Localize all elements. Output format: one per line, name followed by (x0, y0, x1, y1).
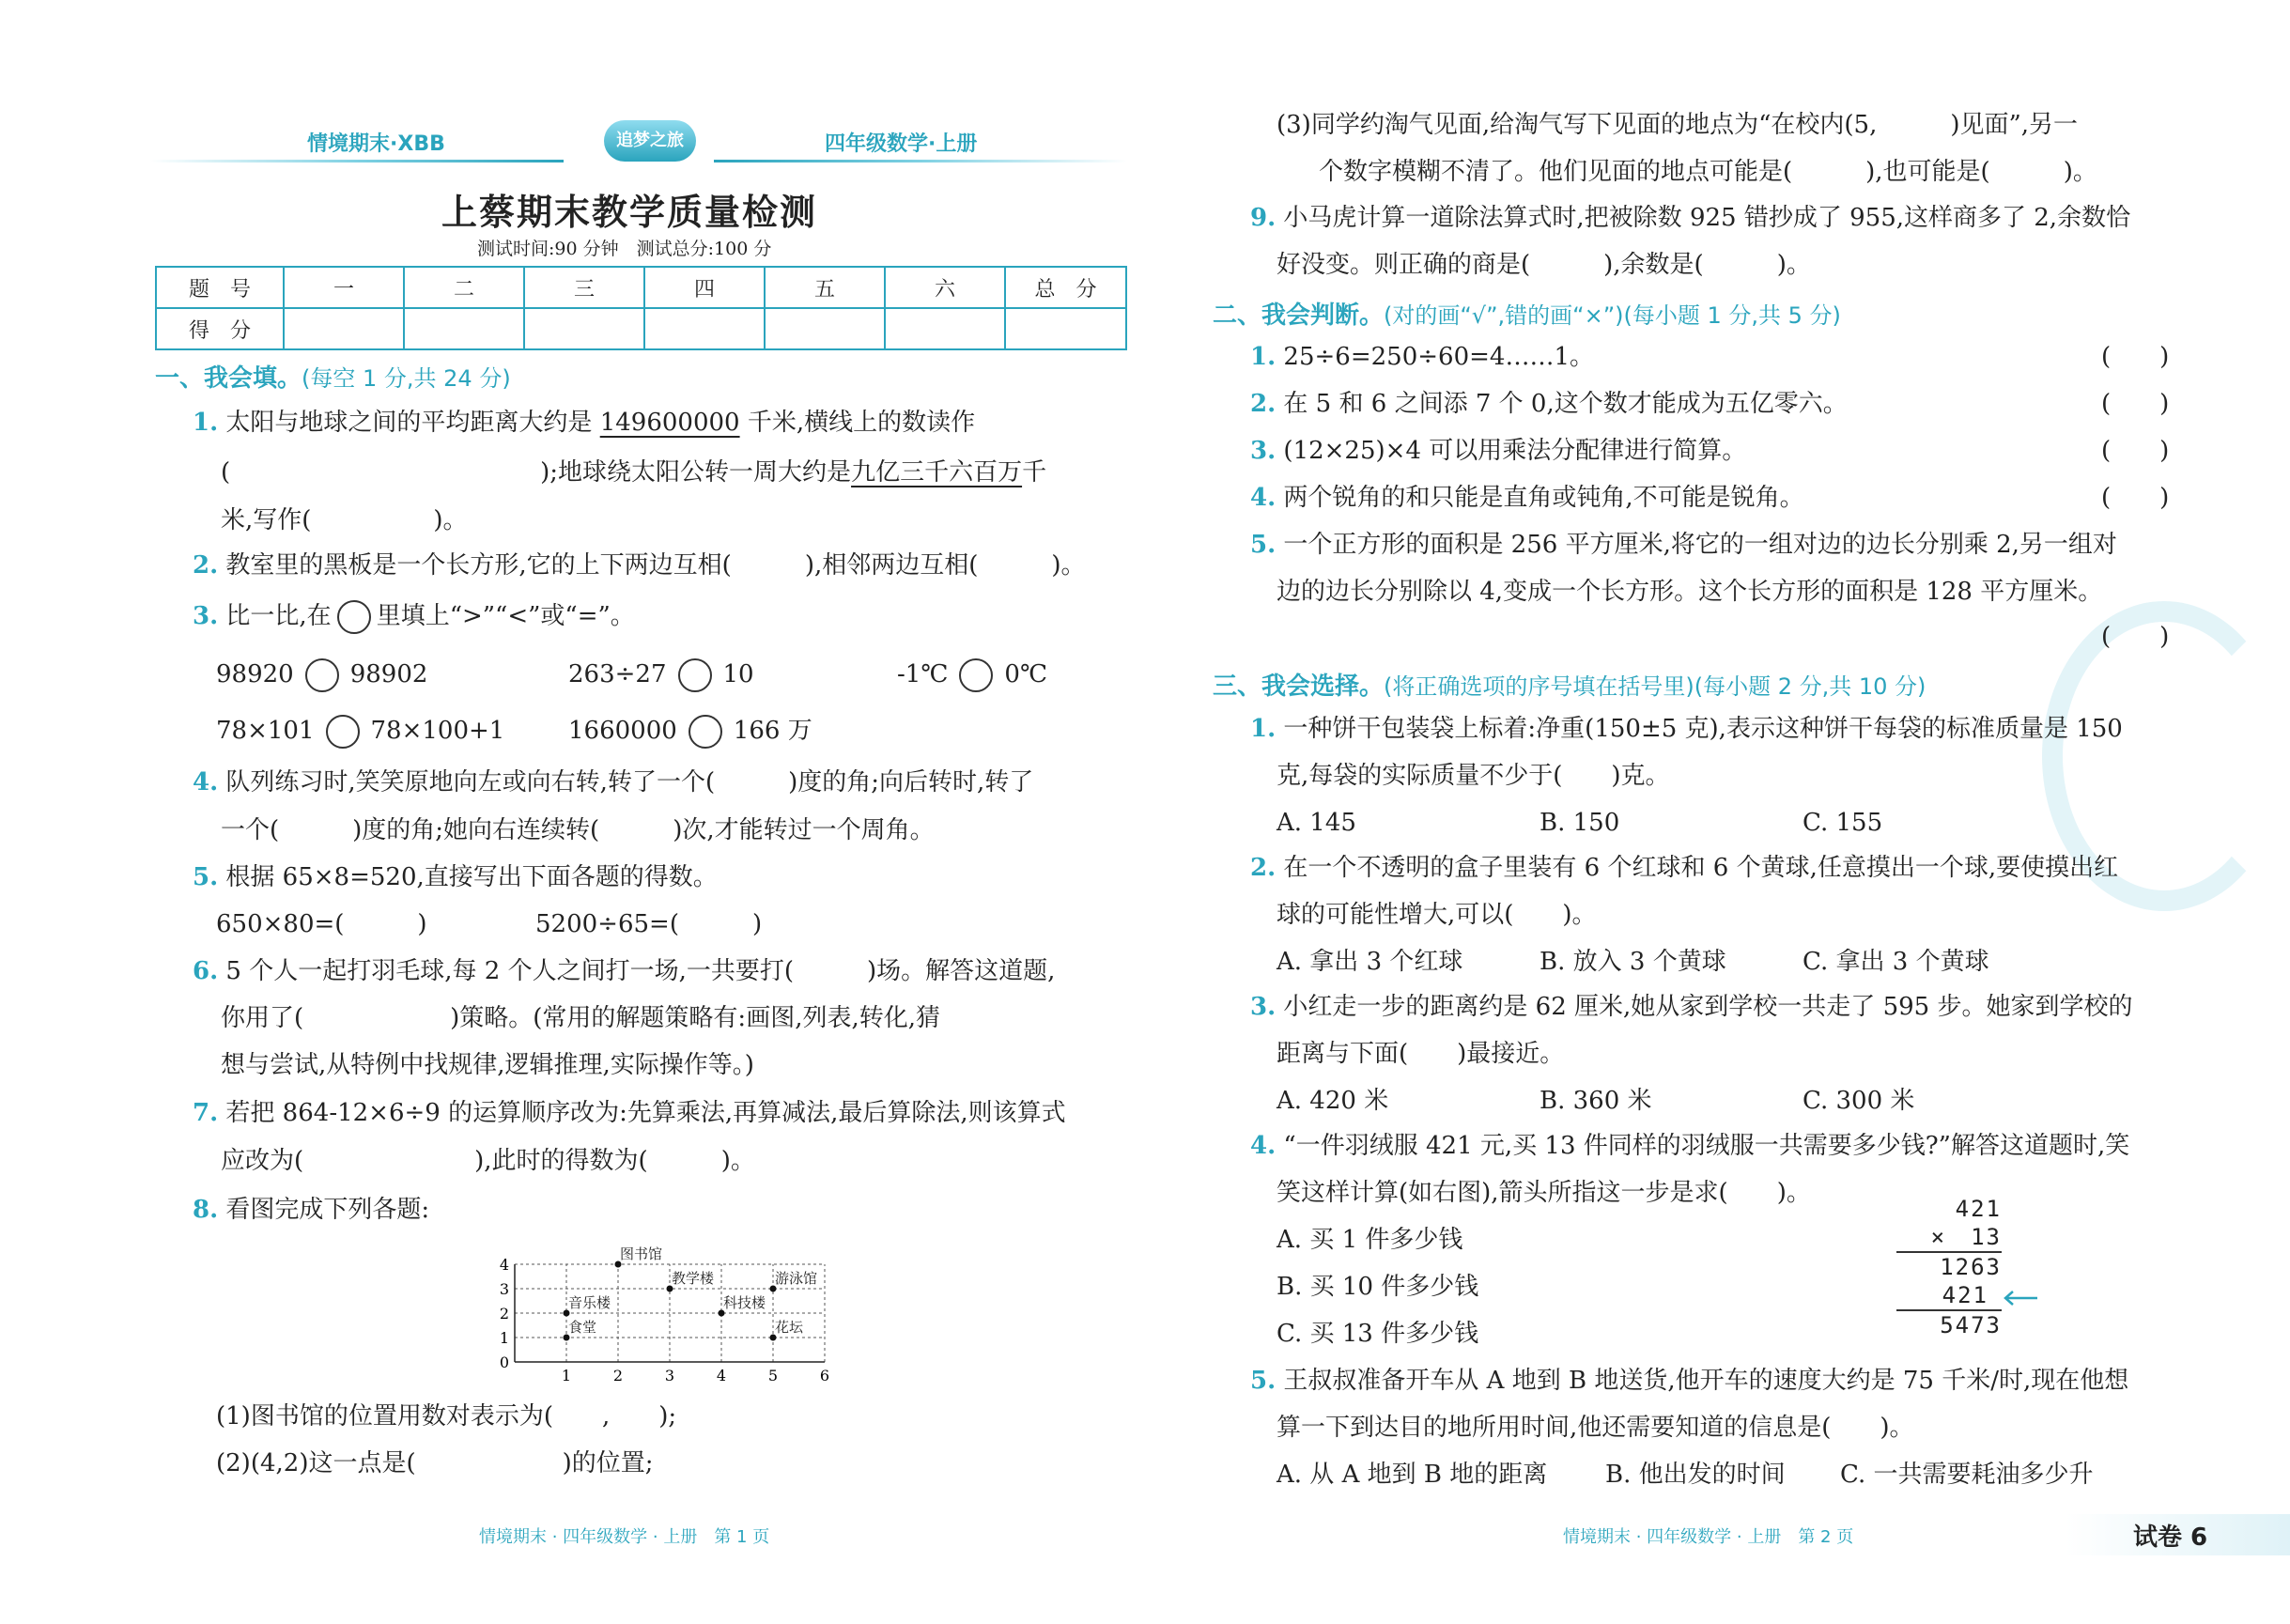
compare-right: 166 万 (733, 717, 812, 745)
compare-left: -1℃ (897, 660, 949, 688)
q1-underlined-words: 九亿三千六百万 (851, 458, 1023, 487)
header-left-bar (150, 160, 564, 162)
judge-text: 一个正方形的面积是 256 平方厘米,将它的一组对边的边长分别乘 2,另一组对 (1283, 531, 2117, 559)
section-note: (每空 1 分,共 24 分) (302, 365, 511, 392)
section1-heading (155, 359, 511, 394)
comparison-circle[interactable] (326, 715, 360, 749)
choice-text: 一种饼干包装袋上标着:净重(150±5 克),表示这种饼干每袋的标准质量是 150 (1283, 715, 2123, 743)
question-number: 8. (193, 1196, 219, 1224)
score-input-cell[interactable] (765, 308, 885, 349)
choice-q5-line2: 算一下到达目的地所用时间,他还需要知道的信息是( )。 (1277, 1414, 1914, 1442)
x-tick-label: 6 (819, 1367, 830, 1384)
question-number: 4. (1250, 484, 1277, 512)
q8-sub3-line1: (3)同学约淘气见面,给淘气写下见面的地点为“在校内(5, )见面”,另一 (1277, 111, 2079, 139)
q5-a: 650×80=( ) (216, 910, 427, 938)
calc-row: 421 (1955, 1196, 2002, 1222)
section-note: (对的画“√”,错的画“×”)(每小题 1 分,共 5 分) (1384, 302, 1841, 329)
choice-q1-options (1277, 806, 1882, 840)
q2-text: 教室里的黑板是一个长方形,它的上下两边互相( ),相邻两边互相( )。 (225, 551, 1086, 580)
question-number: 6. (193, 957, 219, 985)
option-b[interactable]: B. 他出发的时间 (1605, 1461, 1786, 1489)
option-c[interactable]: C. 一共需要耗油多少升 (1840, 1461, 2094, 1489)
comparison-circle[interactable] (689, 715, 722, 749)
option-c[interactable]: C. 拿出 3 个黄球 (1803, 948, 1989, 976)
question-number: 3. (1250, 993, 1277, 1021)
page-subtitle: 测试时间:90 分钟 测试总分:100 分 (477, 239, 772, 259)
x-tick-label: 2 (612, 1367, 624, 1384)
option-a[interactable]: A. 从 A 地到 B 地的距离 (1277, 1461, 1548, 1489)
judge-text: 在 5 和 6 之间添 7 个 0,这个数才能成为五亿零六。 (1283, 390, 1848, 418)
choice-q5-line1 (1250, 1364, 2128, 1398)
option-b[interactable]: B. 360 米 (1540, 1087, 1652, 1115)
score-cell: 题 号 (156, 267, 284, 308)
choice-q5-options (1277, 1458, 2094, 1492)
q3-text: 里填上“>”“<”或“=”。 (376, 602, 635, 630)
q1-line1 (193, 406, 975, 440)
q3-compare-1 (216, 657, 427, 692)
x-tick-label: 4 (716, 1367, 727, 1384)
q9-line2: 好没变。则正确的商是( ),余数是( )。 (1277, 251, 1811, 279)
q1-text: 千 (1022, 458, 1047, 487)
map-point-label: 音乐楼 (568, 1294, 611, 1311)
judge-item-3 (1250, 434, 1746, 468)
q7-line2: 应改为( ),此时的得数为( )。 (221, 1147, 755, 1175)
question-number: 2. (193, 551, 219, 580)
option-a[interactable]: A. 145 (1277, 809, 1356, 837)
x-tick-label: 1 (561, 1367, 572, 1384)
x-tick-label: 3 (664, 1367, 675, 1384)
option-b[interactable]: B. 放入 3 个黄球 (1540, 948, 1726, 976)
page-title: 上蔡期末教学质量检测 (441, 192, 818, 233)
judge-text: (12×25)×4 可以用乘法分配律进行简算。 (1283, 437, 1747, 465)
score-cell: 五 (765, 267, 885, 308)
question-number: 7. (193, 1099, 219, 1127)
compare-left: 78×101 (216, 717, 315, 745)
y-tick-label: 4 (499, 1256, 509, 1274)
score-cell: 六 (885, 267, 1005, 308)
question-number: 2. (1250, 854, 1277, 882)
vertical-multiplication (1896, 1195, 2002, 1339)
q8-sub3-line2: 个数字模糊不清了。他们见面的地点可能是( ),也可能是( )。 (1319, 158, 2097, 186)
calc-row: × 13 (1896, 1223, 2002, 1253)
section-title: 二、我会判断。 (1213, 302, 1385, 330)
choice-text: 王叔叔准备开车从 A 地到 B 地送货,他开车的速度大约是 75 千米/时,现在他想 (1283, 1367, 2129, 1395)
judge-item-2 (1250, 387, 1848, 421)
choice-text: “一件羽绒服 421 元,买 13 件同样的羽绒服一共需要多少钱?”解答这道题时,笑 (1283, 1132, 2130, 1160)
score-table-header-row (156, 267, 1126, 308)
question-number: 3. (1250, 437, 1277, 465)
q8-sub1: (1)图书馆的位置用数对表示为( , ); (216, 1402, 677, 1431)
footer-right: 情境期末 · 四年级数学 · 上册 第 2 页 (1563, 1527, 1854, 1547)
option-c[interactable]: C. 300 米 (1803, 1087, 1915, 1115)
compare-right: 98902 (349, 660, 428, 688)
judge-text: 两个锐角的和只能是直角或钝角,不可能是锐角。 (1283, 484, 1804, 512)
y-tick-label: 3 (499, 1280, 509, 1298)
q3-compare-2 (568, 657, 754, 692)
score-cell: 四 (644, 267, 765, 308)
judge-bracket[interactable]: ( ) (2101, 390, 2170, 418)
logo-badge (604, 120, 696, 162)
q8-sub2: (2)(4,2)这一点是( )的位置; (216, 1449, 654, 1477)
choice-q4-line2: 笑这样计算(如右图),箭头所指这一步是求( )。 (1277, 1179, 1811, 1207)
calc-row: 421 (1896, 1281, 2002, 1311)
score-cell: 三 (524, 267, 644, 308)
header-right-bar (714, 160, 1127, 162)
calc-row: 1263 (1940, 1254, 2002, 1280)
option-b[interactable]: B. 150 (1540, 809, 1620, 837)
score-cell: 一 (284, 267, 404, 308)
y-tick-label: 2 (499, 1305, 509, 1322)
compare-right: 0℃ (1004, 660, 1048, 688)
comparison-circle[interactable] (959, 658, 993, 692)
choice-text: 小红走一步的距离约是 62 厘米,她从家到学校一共走了 595 步。她家到学校的 (1283, 993, 2133, 1021)
choice-q2-options (1277, 945, 1989, 979)
section-title: 三、我会选择。 (1213, 673, 1385, 701)
q5-line1 (193, 860, 718, 894)
score-input-cell[interactable] (885, 308, 1005, 349)
q6-text: 5 个人一起打羽毛球,每 2 个人之间打一场,一共要打( )场。解答这道题, (225, 957, 1056, 985)
judge-bracket[interactable]: ( ) (2101, 437, 2170, 465)
choice-text: 在一个不透明的盒子里装有 6 个红球和 6 个黄球,任意摸出一个球,要使摸出红 (1283, 854, 2119, 882)
q1-text: 太阳与地球之间的平均距离大约是 (225, 409, 593, 437)
q4-line1 (193, 766, 1033, 799)
section-title: 一、我会填。 (155, 364, 302, 393)
q3-compare-5 (568, 714, 812, 749)
q1-text: 千米,横线上的数读作 (747, 409, 976, 437)
choice-q2-line1 (1250, 851, 2118, 885)
q3-line (193, 599, 635, 634)
question-number: 1. (1250, 715, 1277, 743)
arrow-left-icon (2002, 1289, 2039, 1307)
q6-line2: 你用了( )策略。(常用的解题策略有:画图,列表,转化,猜 (221, 1004, 940, 1032)
option-b[interactable]: B. 买 10 件多少钱 (1277, 1273, 1479, 1301)
q5-text: 根据 65×8=520,直接写出下面各题的得数。 (225, 863, 718, 891)
q1-text: ( (221, 458, 231, 487)
calc-row: 5473 (1940, 1312, 2002, 1338)
right-page (1145, 0, 2290, 1624)
map-point-label: 教学楼 (672, 1270, 715, 1287)
map-point-label: 食堂 (568, 1319, 597, 1336)
q3-text: 比一比,在 (225, 602, 332, 630)
judge-item-1 (1250, 340, 1594, 374)
comparison-circle[interactable] (305, 658, 339, 692)
question-number: 1. (1250, 343, 1277, 371)
question-number: 2. (1250, 390, 1277, 418)
choice-q3-line1 (1250, 990, 2132, 1024)
q1-line3: 米,写作( )。 (221, 506, 468, 534)
q3-compare-4 (216, 714, 504, 749)
q4-line2: 一个( )度的角;她向右连续转( )次,才能转过一个周角。 (221, 816, 935, 844)
x-tick-label: 5 (767, 1367, 779, 1384)
comparison-circle[interactable] (678, 658, 712, 692)
q8-text: 看图完成下列各题: (225, 1196, 430, 1224)
compare-right: 10 (722, 660, 754, 688)
choice-q1-line2: 克,每袋的实际质量不少于( )克。 (1277, 762, 1670, 790)
q7-line1 (193, 1096, 1066, 1130)
judge-item-4 (1250, 481, 1804, 515)
question-number: 5. (1250, 1367, 1277, 1395)
q9-text: 小马虎计算一道除法算式时,把被除数 925 错抄成了 955,这样商多了 2,余数恰 (1283, 204, 2131, 232)
header-left-label: 情境期末·XBB (307, 132, 445, 156)
score-input-cell[interactable] (644, 308, 765, 349)
option-a[interactable]: A. 买 1 件多少钱 (1277, 1226, 1463, 1254)
choice-q3-options (1277, 1084, 1914, 1118)
logo-text: 追梦之旅 (616, 131, 684, 150)
section3-heading (1213, 667, 1926, 702)
score-cell: 得 分 (156, 308, 284, 349)
q6-line1 (193, 954, 1055, 988)
judge-bracket[interactable]: ( ) (2101, 343, 2170, 371)
header-right-label: 四年级数学·上册 (825, 132, 978, 156)
q5-b: 5200÷65=( ) (535, 910, 763, 938)
y-tick-label: 0 (499, 1353, 509, 1371)
map-point-label: 花坛 (775, 1319, 804, 1336)
judge-bracket[interactable]: ( ) (2101, 484, 2170, 512)
q1-text: );地球绕太阳公转一周大约是 (540, 458, 852, 487)
map-point-label: 图书馆 (620, 1245, 663, 1262)
q3-compare-3 (897, 657, 1047, 692)
compare-left: 1660000 (568, 717, 677, 745)
question-number: 5. (1250, 531, 1277, 559)
coordinate-grid-map (488, 1240, 864, 1390)
option-c[interactable]: C. 买 13 件多少钱 (1277, 1320, 1479, 1348)
q1-line2 (221, 456, 1127, 489)
score-table (155, 266, 1127, 350)
comparison-circle-sample (337, 600, 371, 634)
map-point-label: 游泳馆 (775, 1270, 818, 1287)
judge-item-5-line2: 边的边长分别除以 4,变成一个长方形。这个长方形的面积是 128 平方厘米。 (1277, 578, 2103, 606)
score-table-score-row (156, 308, 1126, 349)
score-input-cell[interactable] (1005, 308, 1126, 349)
footer-left: 情境期末 · 四年级数学 · 上册 第 1 页 (479, 1527, 770, 1547)
judge-item-5-line1 (1250, 528, 2117, 562)
question-number: 4. (1250, 1132, 1277, 1160)
judge-text: 25÷6=250÷60=4……1。 (1283, 343, 1594, 371)
score-cell: 总 分 (1005, 267, 1126, 308)
choice-q2-line2: 球的可能性增大,可以( )。 (1277, 901, 1597, 929)
score-input-cell[interactable] (404, 308, 524, 349)
question-number: 5. (193, 863, 219, 891)
question-number: 4. (193, 768, 219, 797)
score-input-cell[interactable] (524, 308, 644, 349)
section-note: (将正确选项的序号填在括号里)(每小题 2 分,共 10 分) (1384, 673, 1926, 700)
q4-text: 队列练习时,笑笑原地向左或向右转,转了一个( )度的角;向后转时,转了 (225, 768, 1034, 797)
paper-number: 试卷 6 (2133, 1523, 2208, 1552)
q2-line (193, 549, 1086, 582)
map-point-label: 科技楼 (723, 1294, 766, 1311)
q7-text: 若把 864-12×6÷9 的运算顺序改为:先算乘法,再算减法,最后算除法,则该算式 (225, 1099, 1066, 1127)
choice-q1-line1 (1250, 712, 2123, 746)
score-input-cell[interactable] (284, 308, 404, 349)
judge-bracket[interactable]: ( ) (2101, 623, 2170, 651)
option-c[interactable]: C. 155 (1803, 809, 1883, 837)
y-tick-label: 1 (499, 1329, 509, 1347)
q9-line1 (1250, 201, 2130, 235)
q6-line3: 想与尝试,从特例中找规律,逻辑推理,实际操作等。) (221, 1051, 754, 1079)
q1-underlined-number: 149600000 (599, 409, 740, 437)
question-number: 9. (1250, 204, 1277, 232)
compare-right: 78×100+1 (370, 717, 505, 745)
question-number: 3. (193, 602, 219, 630)
compare-left: 263÷27 (568, 660, 667, 688)
choice-q4-line1 (1250, 1129, 2129, 1163)
option-a[interactable]: A. 拿出 3 个红球 (1277, 948, 1463, 976)
score-cell: 二 (404, 267, 524, 308)
section2-heading (1213, 296, 1841, 331)
q8-line1 (193, 1193, 429, 1227)
question-number: 1. (193, 409, 219, 437)
option-a[interactable]: A. 420 米 (1277, 1087, 1389, 1115)
compare-left: 98920 (216, 660, 294, 688)
choice-q3-line2: 距离与下面( )最接近。 (1277, 1040, 1565, 1068)
